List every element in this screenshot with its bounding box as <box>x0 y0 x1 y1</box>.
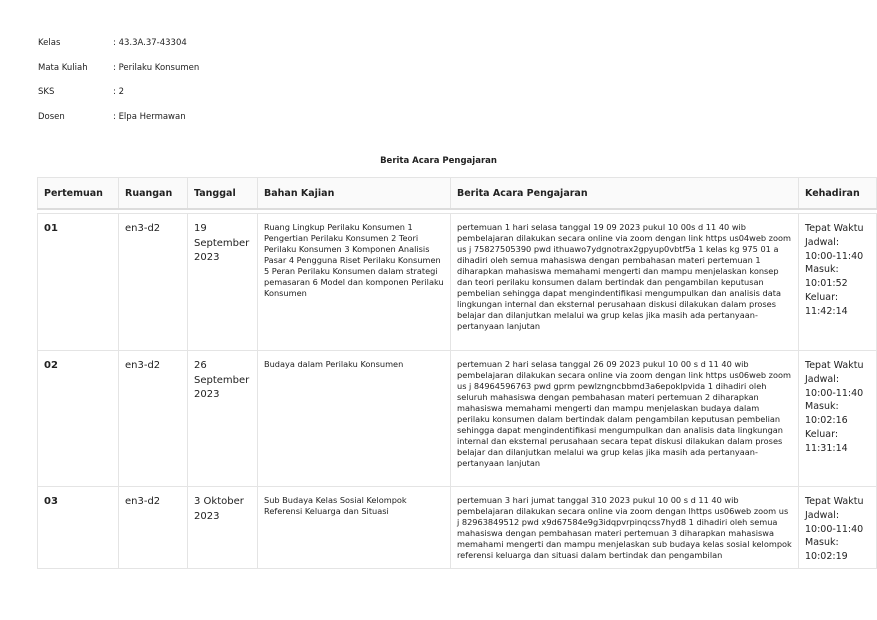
cell-pertemuan: 03 <box>38 487 119 569</box>
cell-berita-acara: pertemuan 3 hari jumat tanggal 310 2023 pukul 10 00 s d 11 40 wib pembelajaran dilakukan secara online via zoom dengan lhttps us06web zoom us j 82963849512 pwd x9d67584e9g3idqpvrpinqcss7hyd8 1 dihadiri oleh semua mahasiswa dengan pembahasan materi pertemuan 3 diharapkan mahasiswa memahami mengerti dan mampu menjelaskan sub budaya kelas sosial kelompok referensi keluarga dan situasi dalam bertindak dan pengambilan <box>451 487 799 569</box>
cell-bahan-kajian: Ruang Lingkup Perilaku Konsumen 1 Pengertian Perilaku Konsumen 2 Teori Perilaku Konsumen 3 Komponen Analisis Pasar 4 Pengguna Riset Perilaku Konsumen 5 Peran Perilaku Konsumen dalam strategi pemasaran 6 Model dan komponen Perilaku Konsumen <box>258 214 451 351</box>
cell-ruangan: en3-d2 <box>119 487 188 569</box>
kehadiran-status: Tepat Waktu <box>805 496 864 507</box>
kehadiran-masuk-value: 10:02:16 <box>805 415 848 427</box>
table-row <box>38 487 877 569</box>
table-header-row <box>38 178 877 210</box>
header-kehadiran: Kehadiran <box>799 178 877 210</box>
course-info <box>38 38 199 136</box>
kehadiran-jadwal-value: 10:00-11:40 <box>805 523 864 535</box>
kehadiran-jadwal-label: Jadwal: <box>805 236 840 248</box>
kehadiran-jadwal-value: 10:00-11:40 <box>805 387 864 399</box>
kehadiran-status: Tepat Waktu <box>805 360 864 371</box>
section-title: Berita Acara Pengajaran <box>380 156 497 166</box>
cell-bahan-kajian: Sub Budaya Kelas Sosial Kelompok Referensi Keluarga dan Situasi <box>258 487 451 569</box>
kehadiran-jadwal-label: Jadwal: <box>805 373 840 385</box>
sks-value: : 2 <box>113 87 124 97</box>
kehadiran-jadwal-label: Jadwal: <box>805 509 840 521</box>
cell-tanggal: 3 Oktober 2023 <box>188 487 258 569</box>
table-row <box>38 214 877 351</box>
cell-ruangan: en3-d2 <box>119 351 188 487</box>
cell-kehadiran <box>799 487 877 569</box>
kelas-label: Kelas <box>38 38 61 48</box>
kehadiran-status: Tepat Waktu <box>805 223 864 234</box>
cell-kehadiran <box>799 214 877 351</box>
kelas-value: : 43.3A.37-43304 <box>113 38 187 48</box>
cell-berita-acara: pertemuan 1 hari selasa tanggal 19 09 2023 pukul 10 00s d 11 40 wib pembelajaran dilakukan secara online via zoom dengan link https us04web zoom us j 75827505390 pwd ithuawo7ydgnotrax2gpyup0vbtf5a 1 kelas kg 975 01 a dihadiri oleh semua mahasiswa dengan pembahasan materi pertemuan 1 diharapkan mahasiswa memahami mengerti dan mampu menjelaskan konsep dan teori perilaku konsumen dalam bertindak dan pengambilan keputusan pembelian sehingga dapat mengindentifikasi mengumpulkan dan analisis data lingkungan internal dan eksternal perusahaan diskusi dilakukan dalam proses belajar dan dilanjutkan melalui wa grup kelas jika masih ada pertanyaan-pertanyaan lanjutan <box>451 214 799 351</box>
cell-bahan-kajian: Budaya dalam Perilaku Konsumen <box>258 351 451 487</box>
sks-label: SKS <box>38 87 55 97</box>
kehadiran-keluar-value: 11:42:14 <box>805 305 848 317</box>
mata-kuliah-value: : Perilaku Konsumen <box>113 62 200 73</box>
kehadiran-masuk-value: 10:01:52 <box>805 278 848 290</box>
table-row <box>38 351 877 487</box>
cell-pertemuan: 02 <box>38 351 119 487</box>
cell-kehadiran <box>799 351 877 487</box>
dosen-value: : Elpa Hermawan <box>113 111 186 122</box>
header-ruangan: Ruangan <box>119 178 188 210</box>
kehadiran-keluar-label: Keluar: <box>805 428 839 440</box>
kehadiran-keluar-value: 11:31:14 <box>805 442 848 454</box>
cell-berita-acara: pertemuan 2 hari selasa tanggal 26 09 2023 pukul 10 00 s d 11 40 wib pembelajaran dilakukan secara online via zoom dengan link https us06web zoom us j 84964596763 pwd gprm pewlzngncbbmd3a6epoklpvida 1 dihadiri oleh seluruh mahasiswa dengan pembahasan materi pertemuan 2 diharapkan mahasiswa memahami mengerti dan mampu menjelaskan budaya dalam perilaku konsumen dalam bertindak dalam pengambilan keputusan pembelian sehingga dapat mengindentifikasi mengumpulkan dan analisis data lingkungan internal dan eksternal perusahaan secara tepat diskusi dilakukan dalam proses belajar dan dilanjutkan melalui wa grup kelas jika masih ada pertanyaan-pertanyaan lanjutan <box>451 351 799 487</box>
kehadiran-masuk-value: 10:02:19 <box>805 551 848 563</box>
cell-tanggal: 19 September 2023 <box>188 214 258 351</box>
kehadiran-keluar-label: Keluar: <box>805 291 839 303</box>
header-berita-acara: Berita Acara Pengajaran <box>451 178 799 210</box>
dosen-label: Dosen <box>38 111 65 122</box>
info-sks <box>38 87 199 112</box>
kehadiran-masuk-label: Masuk: <box>805 537 839 549</box>
berita-acara-table <box>37 177 877 569</box>
header-pertemuan: Pertemuan <box>38 178 119 210</box>
kehadiran-masuk-label: Masuk: <box>805 264 839 276</box>
kehadiran-jadwal-value: 10:00-11:40 <box>805 250 864 262</box>
header-tanggal: Tanggal <box>188 178 258 210</box>
cell-ruangan: en3-d2 <box>119 214 188 351</box>
header-bahan-kajian: Bahan Kajian <box>258 178 451 210</box>
info-mata-kuliah <box>38 63 199 88</box>
kehadiran-masuk-label: Masuk: <box>805 401 839 413</box>
mata-kuliah-label: Mata Kuliah <box>38 62 88 73</box>
cell-tanggal: 26 September 2023 <box>188 351 258 487</box>
info-dosen <box>38 112 199 137</box>
cell-pertemuan: 01 <box>38 214 119 351</box>
info-kelas <box>38 38 199 63</box>
